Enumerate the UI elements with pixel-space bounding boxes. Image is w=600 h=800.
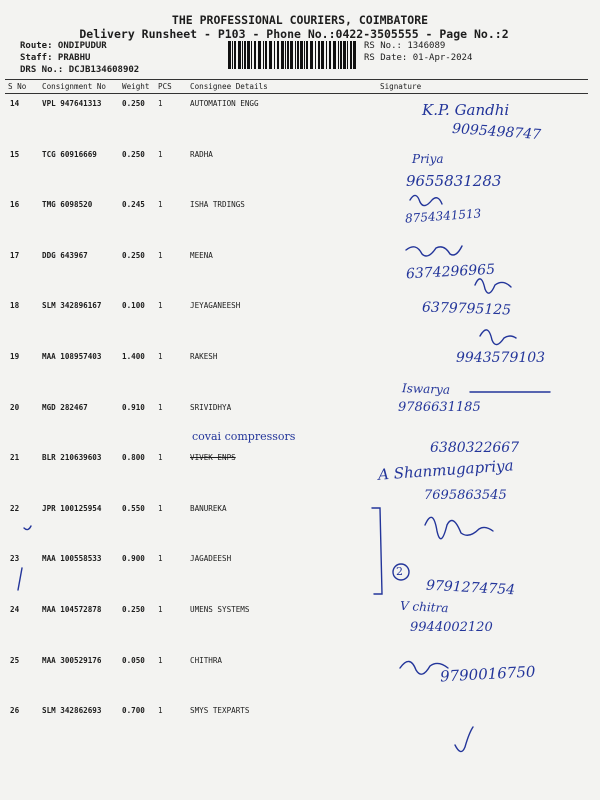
cell-sno: 19 xyxy=(10,351,20,361)
handwritten-phone: 6380322667 xyxy=(430,440,520,456)
cell-sno: 14 xyxy=(10,99,20,108)
handwritten-phone: 9943579103 xyxy=(456,350,546,366)
handwritten-name: K.P. Gandhi xyxy=(422,101,510,119)
scribble-row17 xyxy=(406,246,462,256)
cell-sno: 20 xyxy=(10,402,20,412)
cell-pcs: 1 xyxy=(158,503,163,513)
cell-consignment: TMG 6098520 xyxy=(42,200,93,210)
cell-consignee: ISHA TRDINGS xyxy=(190,200,245,210)
scribble-row18 xyxy=(475,279,511,293)
cell-weight: 0.910 xyxy=(122,402,145,412)
handwritten-company: covai compressors xyxy=(192,430,296,443)
rs-number: RS No.: 1346089 xyxy=(364,41,446,51)
cell-pcs: 1 xyxy=(158,250,163,260)
scribble-row26 xyxy=(400,661,448,674)
handwritten-phone: 9095498747 xyxy=(451,120,542,144)
handwritten-phone: 9790016750 xyxy=(439,662,536,686)
cell-sno: 18 xyxy=(10,301,20,311)
checkmark-bottom xyxy=(455,727,473,752)
cell-weight: 0.250 xyxy=(122,99,145,108)
cell-consignment: DDG 643967 xyxy=(42,250,88,260)
runsheet-subtitle: Delivery Runsheet - P103 - Phone No.:0422-3505555 - Page No.:2 xyxy=(79,27,509,41)
cell-consignee: RAKESH xyxy=(190,351,218,361)
circle-mark xyxy=(393,564,409,580)
cell-weight: 0.900 xyxy=(122,554,145,564)
cell-sno: 26 xyxy=(10,706,20,716)
cell-consignment: MAA 300529176 xyxy=(42,655,102,665)
scribble-row16 xyxy=(410,195,442,205)
cell-weight: 0.250 xyxy=(122,604,145,614)
cell-consignment: MAA 108957403 xyxy=(42,351,102,361)
cell-consignment: MAA 104572878 xyxy=(42,604,102,614)
cell-pcs: 1 xyxy=(158,706,163,716)
cell-weight: 1.400 xyxy=(122,351,145,361)
cell-consignee: MEENA xyxy=(190,250,213,260)
cell-sno: 21 xyxy=(10,453,20,463)
checkmark-row23 xyxy=(24,526,31,530)
handwritten-phone: 9944002120 xyxy=(410,620,493,635)
cell-consignment: JPR 100125954 xyxy=(42,503,102,513)
cell-consignee: BANUREKA xyxy=(190,503,227,513)
cell-sno: 16 xyxy=(10,200,20,210)
handwritten-phone: 7695863545 xyxy=(424,488,507,503)
cell-weight: 0.250 xyxy=(122,149,145,159)
cell-consignee: JEYAGANEESH xyxy=(190,301,241,311)
cell-pcs: 1 xyxy=(158,604,163,614)
drs-number: DRS No.: DCJB134608902 xyxy=(20,65,140,75)
rs-date: RS Date: 01-Apr-2024 xyxy=(364,53,473,63)
cell-consignment: TCG 60916669 xyxy=(42,149,97,159)
cell-weight: 0.050 xyxy=(122,655,145,665)
cell-consignee: SMYS TEXPARTS xyxy=(190,706,250,716)
handwritten-phone: 6379795125 xyxy=(421,299,512,319)
cell-consignee: VIVEK ENPS xyxy=(190,453,236,463)
col-header-signature: Signature xyxy=(377,80,588,94)
scribble-row23 xyxy=(425,517,493,538)
cell-sno: 23 xyxy=(10,554,20,564)
cell-pcs: 1 xyxy=(158,149,163,159)
cell-sno: 17 xyxy=(10,250,20,260)
col-header-sno: S No xyxy=(5,80,39,94)
cell-consignment: SLM 342896167 xyxy=(42,301,102,311)
cell-consignee: RADHA xyxy=(190,149,213,159)
col-header-weight: Weight xyxy=(119,80,155,94)
col-header-consignment: Consignment No xyxy=(39,80,119,94)
handwritten-name: V chitra xyxy=(399,598,449,616)
cell-pcs: 1 xyxy=(158,301,163,311)
cell-pcs: 1 xyxy=(158,99,163,108)
cell-pcs: 1 xyxy=(158,554,163,564)
cell-sno: 24 xyxy=(10,604,20,614)
cell-weight: 0.800 xyxy=(122,453,145,463)
company-title: THE PROFESSIONAL COURIERS, COIMBATORE xyxy=(171,13,429,27)
handwritten-phone: 6374296965 xyxy=(405,261,496,283)
cell-pcs: 1 xyxy=(158,453,163,463)
cell-pcs: 1 xyxy=(158,200,163,210)
handwritten-name: Priya xyxy=(412,152,444,166)
col-header-pcs: PCS xyxy=(155,80,187,94)
handwritten-name: A Shanmugapriya xyxy=(377,456,515,484)
bracket xyxy=(372,508,382,594)
cell-pcs: 1 xyxy=(158,351,163,361)
cell-sno: 22 xyxy=(10,503,20,513)
staff-label: Staff: PRABHU xyxy=(20,53,91,63)
route-label: Route: ONDIPUDUR xyxy=(20,41,107,51)
cell-sno: 25 xyxy=(10,655,20,665)
cell-consignment: VPL 947641313 xyxy=(42,99,102,108)
handwritten-phone: 8754341513 xyxy=(404,206,482,226)
cell-consignee: AUTOMATION ENGG xyxy=(190,99,259,108)
handwritten-phone: 9791274754 xyxy=(425,577,516,599)
cell-weight: 0.245 xyxy=(122,200,145,210)
cell-consignment: MGD 282467 xyxy=(42,402,88,412)
tick-row24 xyxy=(18,568,22,590)
cell-consignment: MAA 100558533 xyxy=(42,554,102,564)
handwritten-phone: 9786631185 xyxy=(398,400,481,415)
cell-pcs: 1 xyxy=(158,402,163,412)
scribble-row19 xyxy=(480,330,516,345)
handwritten-name: Iswarya xyxy=(401,381,451,397)
cell-consignee: CHITHRA xyxy=(190,655,223,665)
cell-weight: 0.250 xyxy=(122,250,145,260)
cell-consignee: JAGADEESH xyxy=(190,554,232,564)
cell-consignment: SLM 342862693 xyxy=(42,706,102,716)
cell-consignment: BLR 210639603 xyxy=(42,453,102,463)
cell-consignee: SRIVIDHYA xyxy=(190,402,232,412)
cell-sno: 15 xyxy=(10,149,20,159)
cell-pcs: 1 xyxy=(158,655,163,665)
handwritten-number: 2 xyxy=(396,565,403,578)
cell-weight: 0.700 xyxy=(122,706,145,716)
cell-weight: 0.100 xyxy=(122,301,145,311)
col-header-consignee: Consignee Details xyxy=(187,80,377,94)
cell-weight: 0.550 xyxy=(122,503,145,513)
handwritten-phone: 9655831283 xyxy=(406,172,502,190)
cell-consignee: UMENS SYSTEMS xyxy=(190,604,250,614)
